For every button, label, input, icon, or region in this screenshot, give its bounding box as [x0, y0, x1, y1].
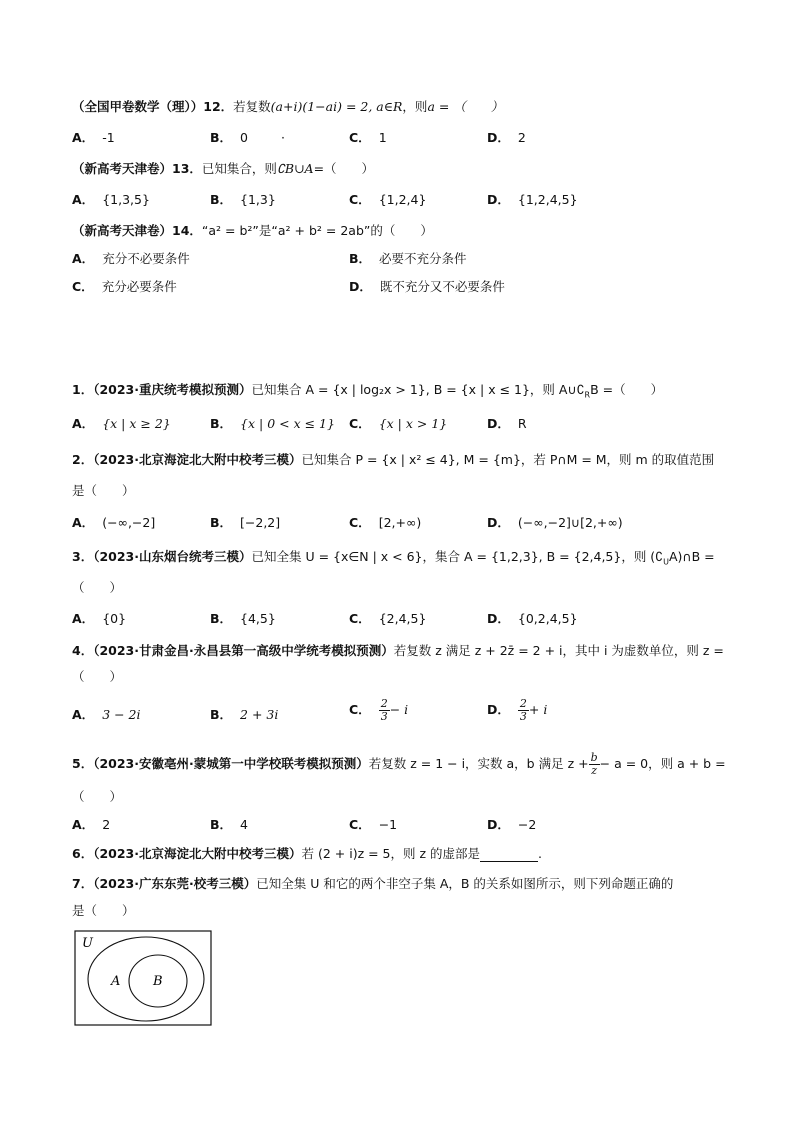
venn-diagram [74, 930, 212, 1026]
universal-set-rect [75, 931, 211, 1025]
option-b: B． [−2,2] [210, 515, 281, 530]
option-d: D． $\frac{2}{3}$ + i [487, 697, 548, 723]
option-a: A． 3 − 2i [72, 707, 141, 722]
option-a: A． (−∞,−2] [72, 515, 156, 530]
fraction: $\frac{b}{z}$ [590, 751, 598, 777]
problem-7-stem: 7．（2023·广东东莞·校考三模）已知全集 U 和它的两个非空子集 A，B 的关系如图所示，则下列命题正确的 [72, 876, 674, 891]
problem-3-stem-cont: （ ） [72, 580, 123, 595]
option-b: B． {1,3} [210, 192, 276, 207]
question-12-stem: （全国甲卷数学（理））12．若复数(a+i)(1−ai) = 2, a∈R，则a = （ ） [72, 99, 504, 114]
option-b: B． 0 [210, 130, 248, 145]
option-c: C． {1,2,4} [349, 192, 427, 207]
fraction: $\frac{2}{3}$ [380, 697, 388, 723]
question-13-stem: （新高考天津卷）13．已知集合，则∁B∪A=（ ） [72, 161, 375, 176]
fraction: $\frac{2}{3}$ [519, 697, 527, 723]
option-c: C． [2,+∞) [349, 515, 422, 530]
option-a: A． {x | x ≥ 2} [72, 416, 171, 431]
label-b: B [153, 974, 163, 989]
problem-2-stem: 2．（2023·北京海淀北大附中校考三模）已知集合 P = {x | x² ≤ 4}, M = {m}，若 P∩M = M，则 m 的取值范围 [72, 452, 715, 467]
option-b: B． {x | 0 < x ≤ 1} [210, 416, 335, 431]
option-c: C． {x | x > 1} [349, 416, 448, 431]
option-d: D． −2 [487, 817, 537, 832]
option-d: D． 2 [487, 130, 526, 145]
question-source: （全国甲卷数学（理））12． [72, 99, 234, 114]
problem-3-stem: 3．（2023·山东烟台统考三模）已知全集 U = {x∈N | x < 6}，集合 A = {1,2,3}, B = {2,4,5}，则 $(∁_UA)\cap B$ = [72, 549, 715, 567]
option-b: B． 2 + 3i [210, 707, 279, 722]
problem-7-stem-cont: 是（ ） [72, 903, 135, 918]
option-c: C． 1 [349, 130, 387, 145]
problem-5-stem-cont: （ ） [72, 789, 123, 804]
option-a: A． {1,3,5} [72, 192, 150, 207]
option-c: C． {2,4,5} [349, 611, 427, 626]
problem-4-stem: 4．（2023·甘肃金昌·永昌县第一高级中学统考模拟预测）若复数 z 满足 z + 2z̄ = 2 + i，其中 i 为虚数单位，则 z = [72, 643, 724, 658]
option-c: C． 充分必要条件 [72, 279, 177, 294]
label-u: U [82, 936, 93, 951]
problem-4-stem-cont: （ ） [72, 669, 123, 684]
option-d: D． R [487, 416, 527, 431]
option-b: B． {4,5} [210, 611, 276, 626]
option-a: A． 2 [72, 817, 111, 832]
option-b: B． 4 [210, 817, 248, 832]
problem-6-stem: 6．（2023·北京海淀北大附中校考三模）若 (2 + i)z = 5，则 z 的虚部是 . [72, 846, 543, 861]
option-d: D． (−∞,−2]∪[2,+∞) [487, 515, 623, 530]
option-a: A． 充分不必要条件 [72, 251, 190, 266]
option-d: D． 既不充分又不必要条件 [349, 279, 505, 294]
option-c: C． $\frac{2}{3}$ − i [349, 697, 409, 723]
problem-5-stem: 5．（2023·安徽亳州·蒙城第一中学校联考模拟预测）若复数 z = 1 − i，实数 a，b 满足 z + $\frac{b}{z}$ − a = 0，则 a + b = [72, 751, 726, 777]
question-14-stem: （新高考天津卷）14．“a² = b²”是“a² + b² = 2ab”的（ ） [72, 223, 433, 238]
option-d: D． {1,2,4,5} [487, 192, 578, 207]
option-b: B． 必要不充分条件 [349, 251, 467, 266]
answer-blank[interactable] [480, 849, 538, 862]
option-c: C． −1 [349, 817, 398, 832]
problem-2-stem-cont: 是（ ） [72, 483, 135, 498]
problem-1-stem: 1．（2023·重庆统考模拟预测）已知集合 A = {x | log₂x > 1}, B = {x | x ≤ 1}，则 $A\cup∁_RB$ =（ ） [72, 382, 664, 400]
option-a: A． -1 [72, 130, 115, 145]
label-a: A [111, 974, 121, 989]
stray-dot: · [281, 130, 285, 145]
option-a: A． {0} [72, 611, 127, 626]
option-d: D． {0,2,4,5} [487, 611, 578, 626]
